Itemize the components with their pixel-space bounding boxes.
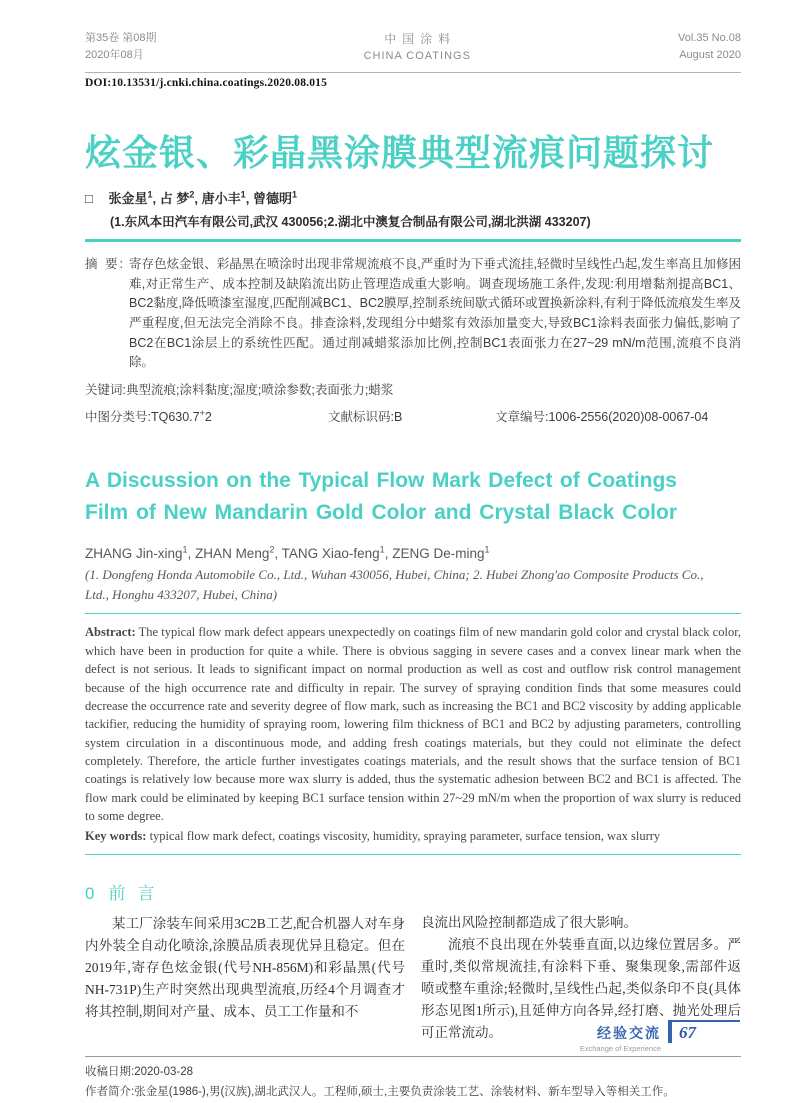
column-label-cn: 经验交流: [597, 1025, 661, 1041]
teal-divider-thin: [85, 613, 741, 614]
abstract-en-label: Abstract:: [85, 625, 136, 640]
document-code: 文献标识码:B: [328, 409, 403, 424]
journal-header: [85, 0, 741, 73]
author-en: ZENG De-ming$^1$: [392, 544, 490, 562]
column-label: [580, 1020, 661, 1053]
abstract-cn-label: 摘 要:: [85, 257, 125, 272]
teal-divider-thick: [85, 239, 741, 242]
author-cn: 张金星$^1$,: [108, 189, 157, 207]
author-prefix-square-icon: □: [85, 191, 93, 207]
received-date: 收稿日期:2020-03-28: [85, 1065, 194, 1078]
page-footer: [580, 1020, 740, 1053]
authors-cn: [85, 188, 741, 207]
page-number-box: [668, 1020, 740, 1043]
volume-issue-cn: 第35卷 第08期: [85, 32, 157, 44]
section-title: 前言: [108, 883, 167, 903]
doi: DOI:10.13531/j.cnki.china.coatings.2020.08.015: [85, 76, 328, 89]
title-en-line2: Film of New Mandarin Gold Color and Crystal Black Color: [85, 501, 677, 525]
clc-number: 中图分类号:TQ630.7+2: [85, 407, 212, 424]
article-title-cn: 炫金银、彩晶黑涂膜典型流痕问题探讨: [85, 131, 715, 173]
classification-row: [85, 407, 741, 425]
keywords-cn-text: 典型流痕;涂料黏度;湿度;喷涂参数;表面张力;蜡浆: [125, 382, 394, 397]
affiliation-en: (1. Dongfeng Honda Automobile Co., Ltd., Wuhan 430056, Hubei, China; 2. Hubei Zhong'ao Composite Products Co., Ltd., Honghu 433207, Hubei, China): [85, 567, 704, 602]
date-cn: 2020年08月: [85, 48, 144, 61]
paper-page: [85, 0, 741, 1103]
article-id: 文章编号:1006-2556(2020)08-0067-04: [495, 409, 709, 424]
author-bio: 作者简介:张金星(1986-),男(汉族),湖北武汉人。工程师,硕士,主要负责涂装工艺、涂装材料、新车型导入等相关工作。: [85, 1086, 675, 1099]
article-title-en: [85, 465, 677, 530]
author-en: TANG Xiao-feng$^1$,: [281, 544, 393, 562]
abstract-cn-text: 寄存色炫金银、彩晶黑在喷涂时出现非常规流痕不良,严重时为下垂式流挂,轻微时呈线性凸起,发生率高且加修困难,对正常生产、成本控制及缺陷流出防止管理造成重大影响。调查现场施工条件,发现:利用增黏剂提高BC1、BC2黏度,降低喷漆室湿度,匹配削减BC1、BC2膜厚,控制系统间歇式循环或置换新涂料,有利于降低流痕发生率及严重程度,但无法完全消除不良。排查涂料,发现组分中蜡浆有效添加量变大,导致BC1涂料表面张力偏低,影响了BC2在BC1涂层上的系统性匹配。通过削减蜡浆添加比例,控制BC1表面张力在27~29 mN/m范围,流痕不良消除。: [129, 257, 741, 370]
date-en: August 2020: [679, 48, 741, 61]
body-paragraph: 流痕不良出现在外装垂直面,以边缘位置居多。严重时,类似常规流挂,有涂料下垂、聚集现象,需部件返喷或整车重涂;轻微时,呈线性凸起,类似条印不良(具体形态见图1所示),且延伸方向各异,经打磨、抛光处理后可正常流动。: [421, 936, 741, 1040]
footnotes: [85, 1056, 741, 1103]
author-cn: 占 梦$^2$,: [159, 189, 199, 207]
affiliation-cn: (1.东风本田汽车有限公司,武汉 430056;2.湖北中澳复合制品有限公司,湖北洪湖 433207): [110, 215, 591, 230]
authors-en: [85, 545, 741, 562]
column-left: [85, 879, 405, 1044]
abstract-en-text: The typical flow mark defect appears unexpectedly on coatings film of new mandarin gold color and crystal black color, which have been in production for quite a while. There is obvious sagging in severe cases and a convex linear mark when the defect is not serious. It leads to significant impact on normal production as well as cost and outflow risk control management because of the high occurrence rate and difficulty in repair. The survey of spraying condition finds that some measures could decrease the occurrence rate and severity degree of flow mark, such as increasing the BC1 and BC2 viscosity by adding applicable tackifier, reducing the humidity of spraying room, lowering film thickness of BC1 and BC2 by adjusting parameters, controlling system circulation in a discontinuous mode, and adding fresh coatings materials, but they could not eliminate the defect completely. Therefore, the article further investigates coatings materials, and the result shows that the surface tension of BC1 coatings is relatively low because more wax slurry is added, thus the systematic adhesion between BC2 and BC1 is affected. The flow mark could be eliminated by keeping BC1 surface tension within 27~29 mN/m when the proportion of wax slurry is reduced to some degree.: [85, 625, 741, 824]
page-number: 67: [679, 1023, 696, 1042]
section-number: 0: [85, 883, 95, 903]
body-paragraph: 某工厂涂装车间采用3C2B工艺,配合机器人对车身内外装全自动化喷涂,涂膜品质表现优异且稳定。但在2019年,寄存色炫金银(代号NH-856M)和彩晶黑(代号NH-731P)生产时突然出现典型流痕,历经4个月调查才将其控制,期间对产量、成本、员工工作量和不: [85, 915, 405, 1019]
journal-name-en: CHINA COATINGS: [363, 50, 471, 62]
header-left: [85, 30, 157, 63]
keywords-en-label: Key words:: [85, 828, 147, 843]
column-label-en: Exchange of Experience: [579, 1044, 661, 1053]
journal-name-cn: 中国涂料: [384, 32, 457, 46]
author-en: ZHAN Meng$^2$,: [195, 544, 282, 562]
keywords-en: [85, 827, 741, 845]
teal-divider-thin: [85, 854, 741, 855]
section-heading: [85, 879, 405, 904]
author-cn: 唐小丰$^1$,: [201, 189, 250, 207]
keywords-en-text: typical flow mark defect, coatings viscosity, humidity, spraying parameter, surface tension, wax slurry: [149, 828, 661, 843]
body-paragraph: 良流出风险控制都造成了很大影响。: [421, 914, 637, 930]
abstract-en: [85, 623, 741, 825]
author-en: ZHANG Jin-xing$^1$,: [85, 544, 196, 562]
header-right: [678, 30, 741, 63]
keywords-cn-label: 关键词:: [85, 382, 126, 397]
header-center: [364, 30, 471, 65]
title-en-line1: A Discussion on the Typical Flow Mark Defect of Coatings: [85, 468, 677, 492]
keywords-cn: [85, 380, 741, 398]
volume-issue-en: Vol.35 No.08: [678, 32, 741, 44]
author-cn: 曾德明$^1$: [252, 189, 297, 207]
abstract-cn: [85, 255, 741, 373]
